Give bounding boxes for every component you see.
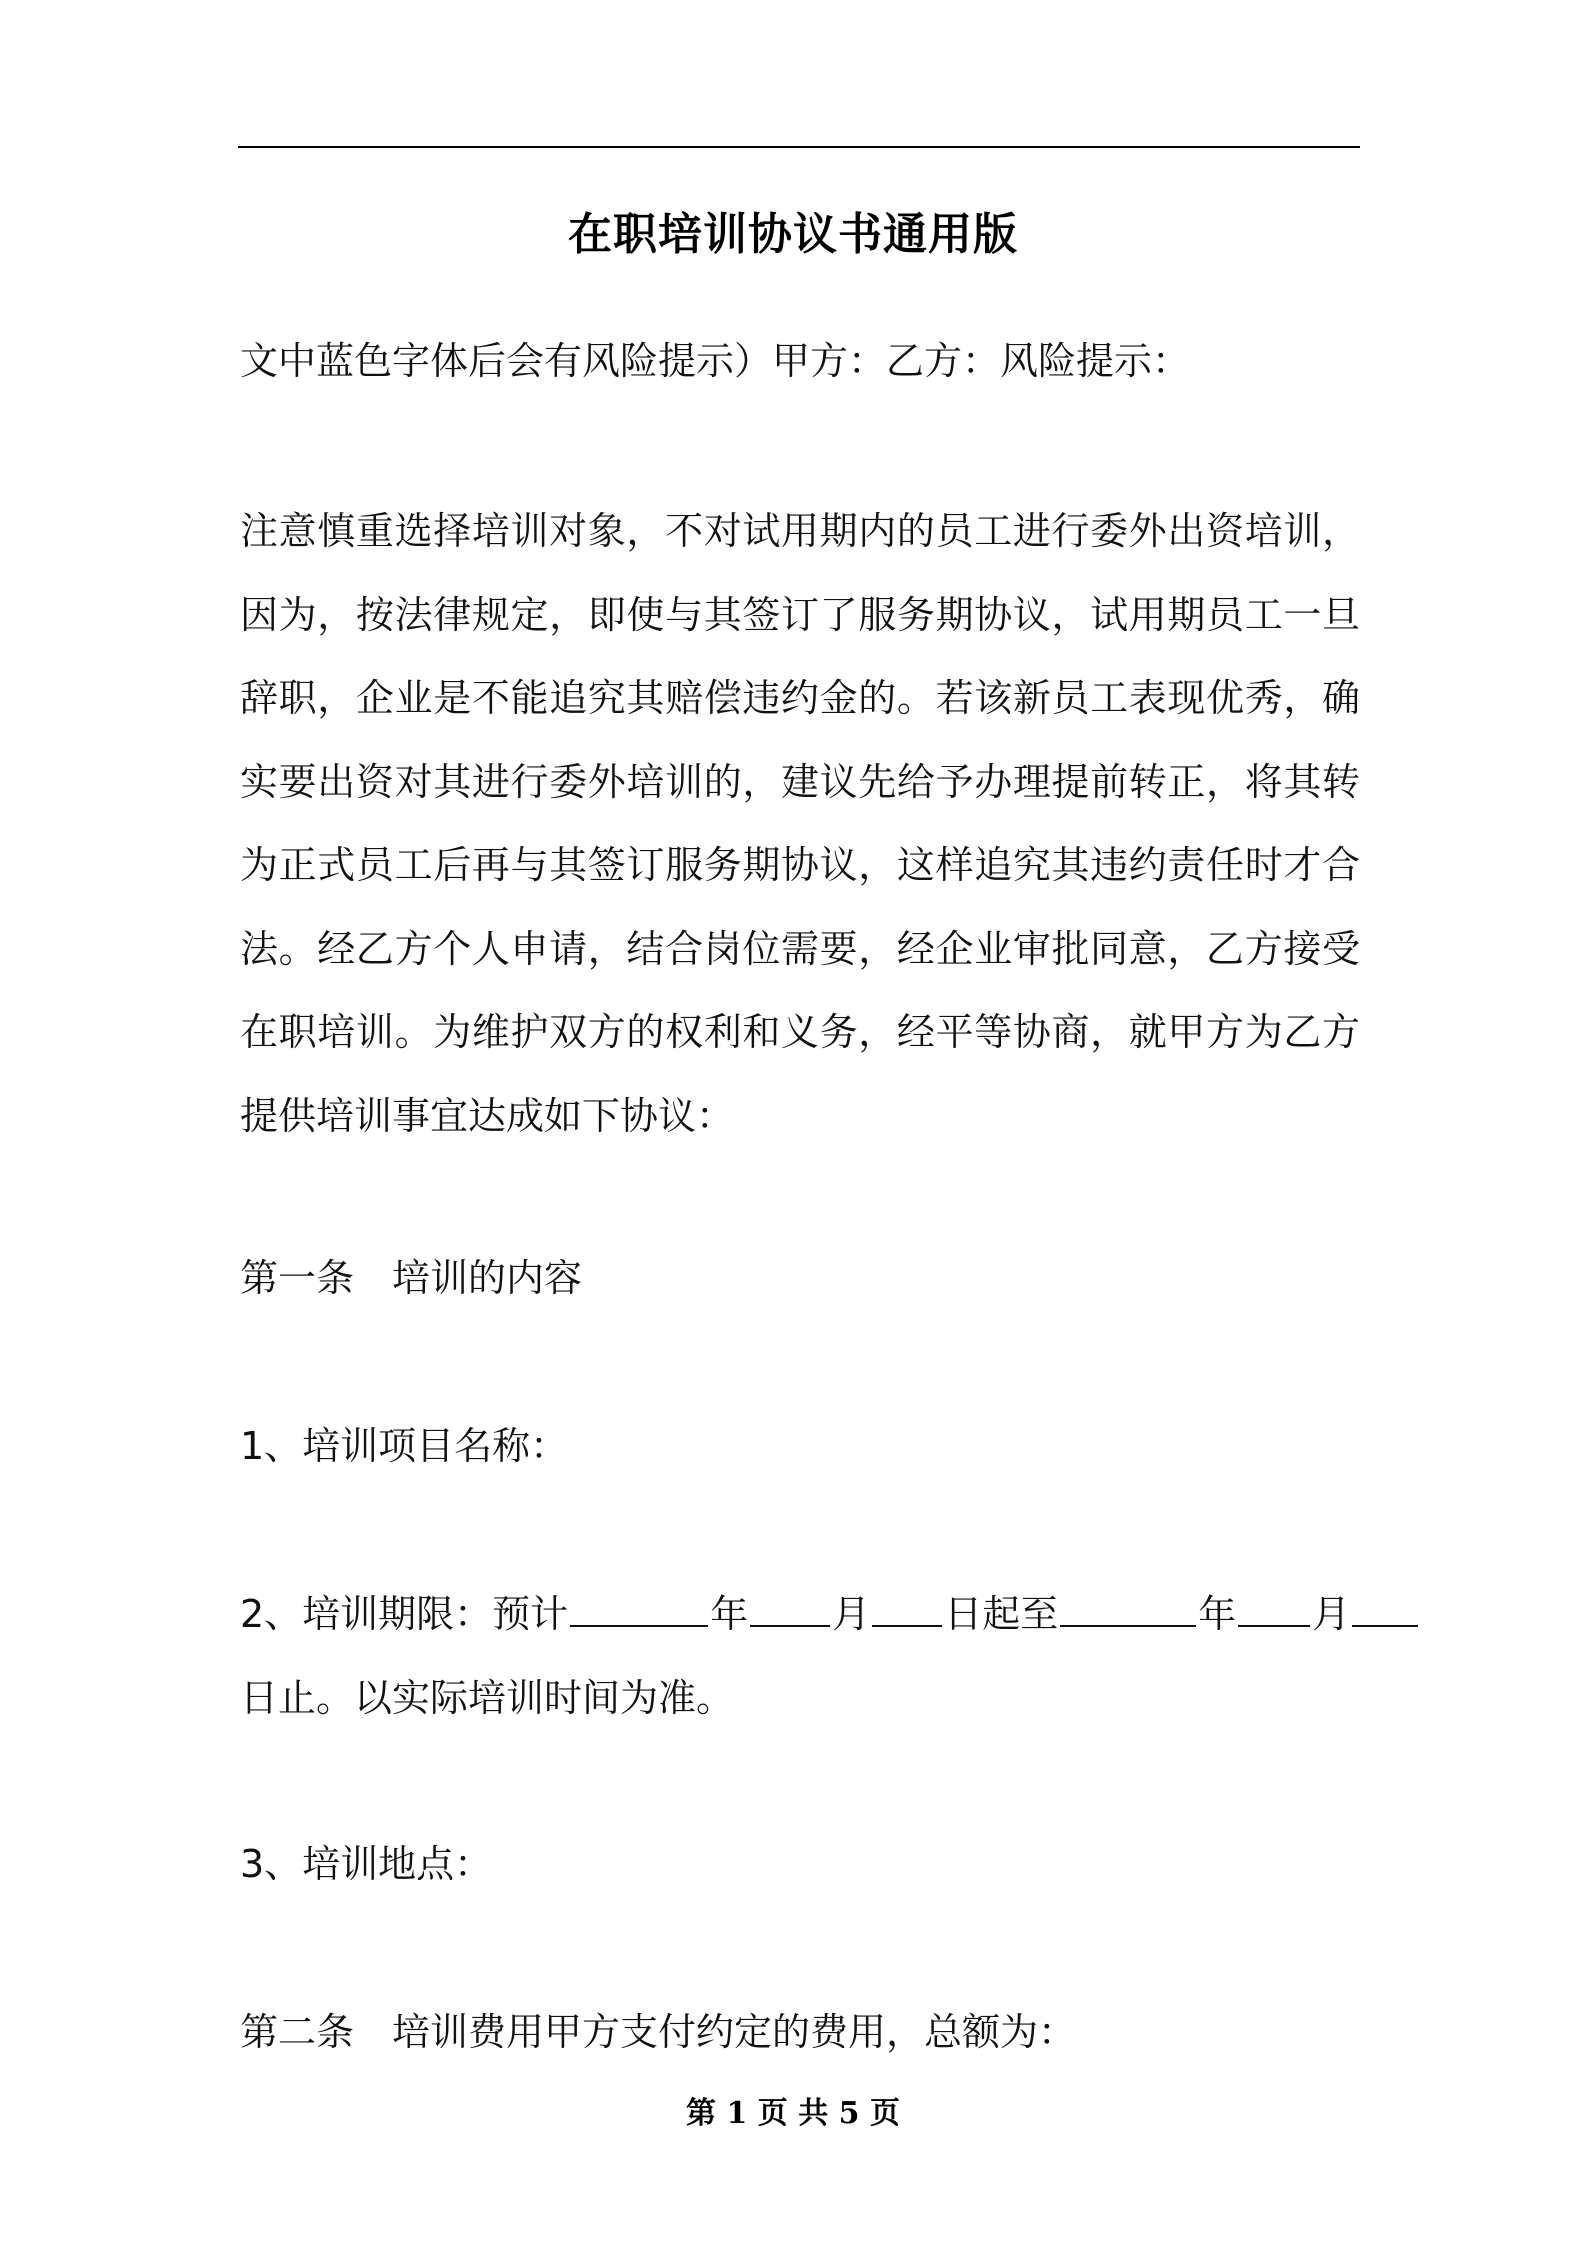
day-from-label: 日起至	[944, 1592, 1059, 1636]
document-title: 在职培训协议书通用版	[568, 209, 1018, 260]
header-rule	[238, 146, 1360, 148]
end-year-blank[interactable]	[1060, 1589, 1196, 1627]
item-3-location: 3、培训地点：	[240, 1842, 493, 1886]
end-month-blank[interactable]	[1238, 1589, 1310, 1627]
start-year-blank[interactable]	[570, 1589, 708, 1627]
end-day-blank[interactable]	[1352, 1589, 1418, 1627]
item-2-training-period	[240, 1589, 1420, 1638]
start-month-blank[interactable]	[750, 1589, 830, 1627]
year-label-2: 年	[1198, 1592, 1237, 1636]
month-label-2: 月	[1312, 1592, 1351, 1636]
start-day-blank[interactable]	[872, 1589, 942, 1627]
risk-paragraph: 注意慎重选择培训对象，不对试用期内的员工进行委外出资培训，因为，按法律规定，即使与其签订了服务期协议，试用期员工一旦辞职，企业是不能追究其赔偿违约金的。若该新员工表现优秀，确实要出资对其进行委外培训的，建议先给予办理提前转正，将其转为正式员工后再与其签订服务期协议，这样追究其违约责任时才合法。经乙方个人申请，结合岗位需要，经企业审批同意，乙方接受在职培训。为维护双方的权利和义务，经平等协商，就甲方为乙方提供培训事宜达成如下协议：	[240, 509, 1360, 1138]
item-2-end: 日止。以实际培训时间为准。	[240, 1676, 735, 1720]
item-2-prefix: 2、培训期限：预计	[240, 1592, 569, 1636]
article-2-heading: 第二条 培训费用甲方支付约定的费用，总额为：	[240, 2010, 1077, 2054]
year-label-1: 年	[710, 1592, 749, 1636]
article-1-heading: 第一条 培训的内容	[240, 1256, 583, 1300]
month-label-1: 月	[832, 1592, 871, 1636]
intro-line: 文中蓝色字体后会有风险提示）甲方：乙方：风险提示：	[240, 339, 1191, 383]
item-1-project-name: 1、培训项目名称：	[240, 1424, 569, 1468]
page-number-footer: 第 1 页 共 5 页	[686, 2096, 900, 2131]
